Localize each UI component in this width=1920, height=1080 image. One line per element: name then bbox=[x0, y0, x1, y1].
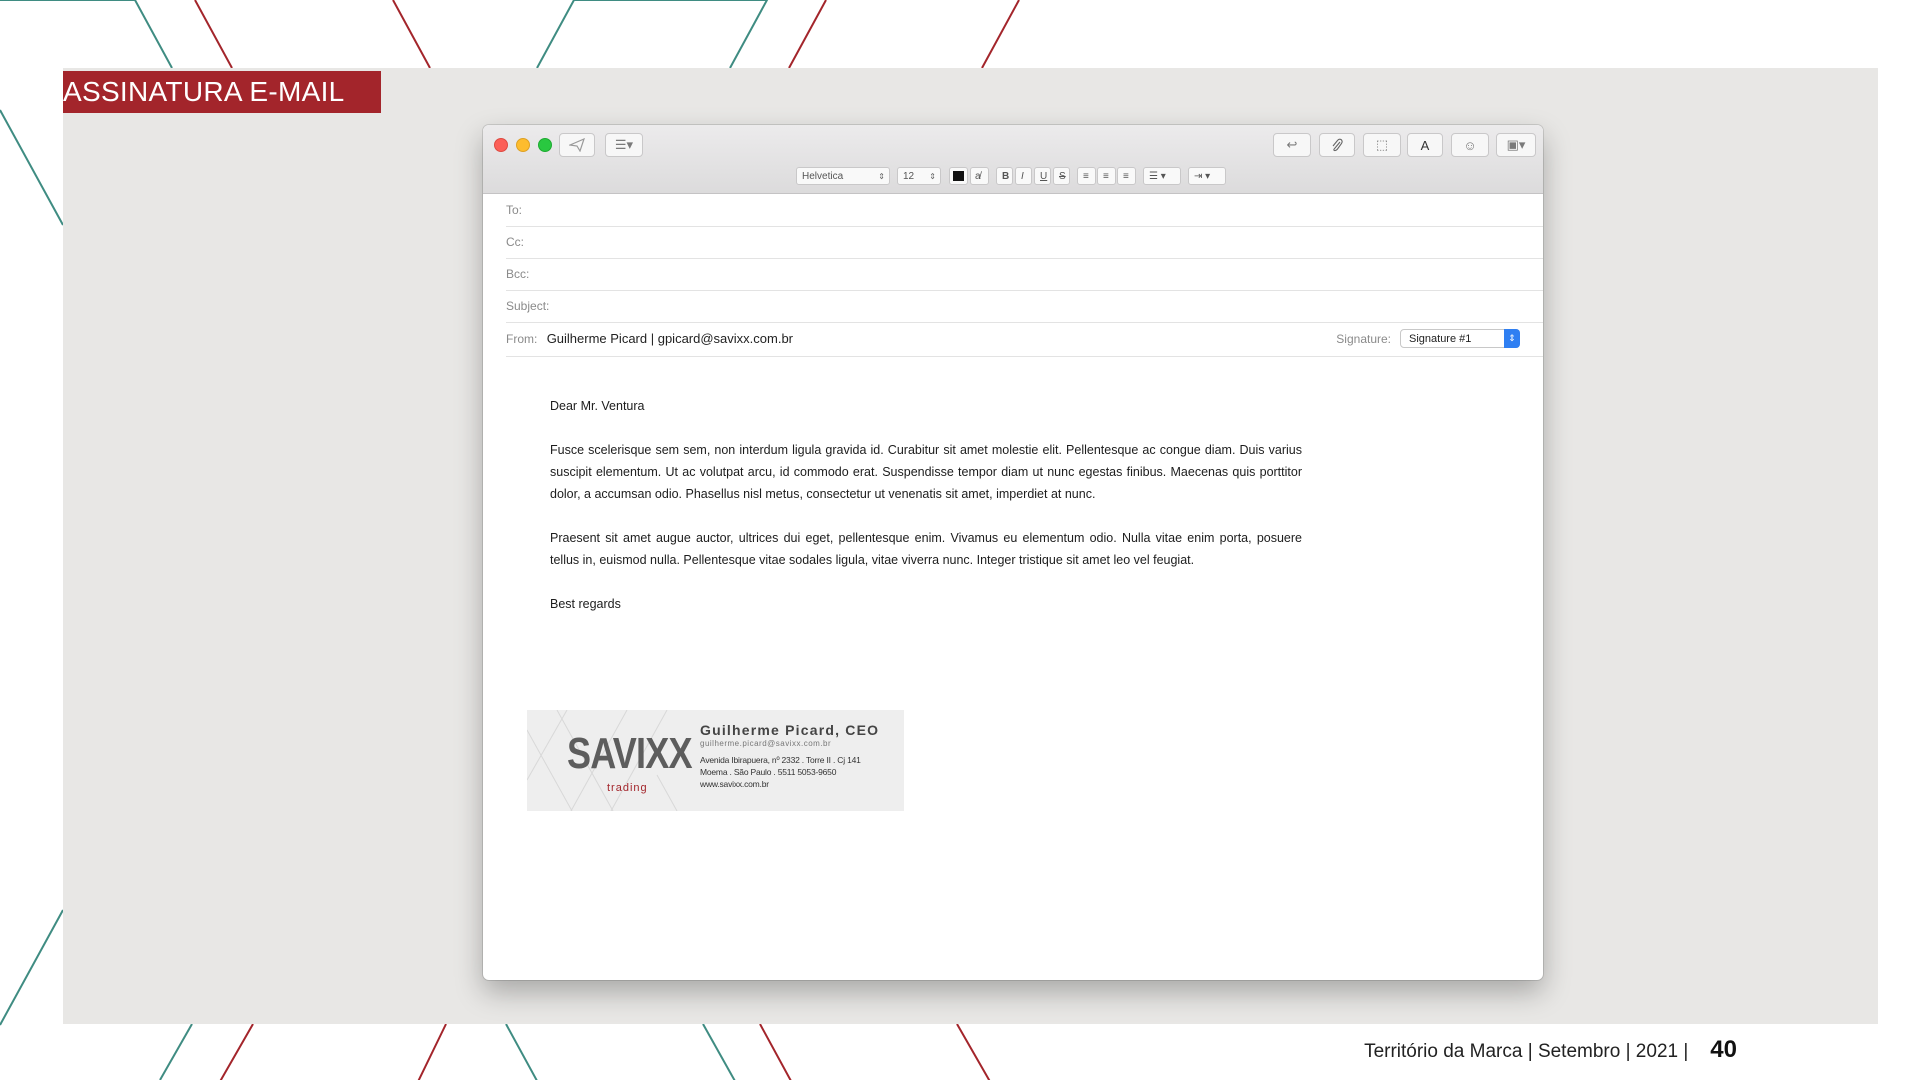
attach-button[interactable] bbox=[1319, 133, 1355, 157]
signature-name: Guilherme Picard, CEO bbox=[700, 722, 880, 738]
deco-line bbox=[0, 0, 172, 68]
page-number: 40 bbox=[1710, 1036, 1737, 1063]
photo-browser-button[interactable] bbox=[1496, 133, 1536, 157]
indent-select[interactable] bbox=[1188, 167, 1226, 185]
underline-button[interactable] bbox=[1034, 167, 1051, 185]
align-left-icon: ≡ bbox=[1083, 170, 1089, 182]
signature-value: Signature #1 bbox=[1409, 333, 1472, 345]
address-line: Moema . São Paulo . 5511 5053-9650 bbox=[700, 767, 837, 777]
bcc-field[interactable] bbox=[506, 258, 1543, 291]
stepper-icon: ⇕ bbox=[929, 171, 936, 181]
signature-address bbox=[700, 754, 879, 790]
cc-label: Cc: bbox=[506, 235, 524, 249]
from-label: From: bbox=[506, 332, 538, 346]
signature-email: guilherme.picard@savixx.com.br bbox=[700, 739, 832, 748]
window-toolbar bbox=[483, 125, 1543, 194]
highlight-icon: a̸ bbox=[975, 170, 981, 182]
message-body[interactable] bbox=[550, 395, 1302, 637]
header-fields-button[interactable] bbox=[605, 133, 643, 157]
from-row bbox=[506, 322, 1543, 357]
indent-icon: ⇥ ▾ bbox=[1194, 170, 1211, 182]
slide-footer bbox=[1364, 1036, 1737, 1064]
underline-icon: U bbox=[1040, 170, 1048, 182]
email-signature bbox=[527, 710, 904, 811]
reply-icon: ↩ bbox=[1286, 137, 1298, 152]
window-controls bbox=[494, 138, 552, 152]
markup-button[interactable] bbox=[1363, 133, 1401, 157]
closing: Best regards bbox=[550, 597, 621, 611]
emoji-button[interactable] bbox=[1451, 133, 1489, 157]
font-size-value: 12 bbox=[903, 170, 915, 182]
subject-field[interactable] bbox=[506, 290, 1543, 323]
font-family-select[interactable] bbox=[796, 167, 890, 185]
from-select[interactable]: Guilherme Picard | gpicard@savixx.com.br bbox=[546, 331, 794, 346]
list-style-select[interactable] bbox=[1143, 167, 1181, 185]
deco-line bbox=[160, 1024, 192, 1080]
savixx-logo bbox=[567, 729, 719, 794]
section-title: ASSINATURA E-MAIL bbox=[63, 71, 381, 113]
color-swatch-icon bbox=[953, 171, 964, 181]
font-icon: A bbox=[1420, 137, 1430, 153]
close-button[interactable] bbox=[494, 138, 508, 152]
markup-icon: ⬚ bbox=[1375, 137, 1389, 152]
stepper-icon: ⇕ bbox=[878, 171, 885, 181]
bulleted-list-icon: ☰ ▾ bbox=[1149, 170, 1166, 182]
strikethrough-icon: S bbox=[1059, 170, 1066, 182]
zoom-button[interactable] bbox=[538, 138, 552, 152]
logo-text: SAVIXX bbox=[567, 729, 692, 778]
send-icon bbox=[569, 138, 585, 152]
deco-line bbox=[982, 0, 1019, 68]
minimize-button[interactable] bbox=[516, 138, 530, 152]
deco-line bbox=[789, 0, 826, 68]
emoji-icon: ☺ bbox=[1463, 137, 1477, 153]
deco-line bbox=[537, 0, 767, 68]
bold-button[interactable] bbox=[996, 167, 1013, 185]
greeting: Dear Mr. Ventura bbox=[550, 399, 645, 413]
highlight-button[interactable] bbox=[970, 167, 989, 185]
deco-line bbox=[214, 1024, 446, 1080]
align-left-button[interactable] bbox=[1077, 167, 1096, 185]
mail-compose-window bbox=[483, 125, 1543, 980]
font-family-value: Helvetica bbox=[802, 170, 844, 182]
deco-line bbox=[506, 1024, 542, 1080]
deco-line bbox=[0, 110, 63, 225]
photo-icon: ▣▾ bbox=[1506, 137, 1526, 152]
align-right-button[interactable] bbox=[1117, 167, 1136, 185]
text-color-button[interactable] bbox=[949, 167, 968, 185]
signature-select[interactable] bbox=[1400, 329, 1520, 348]
subject-label: Subject: bbox=[506, 299, 550, 313]
format-bar bbox=[483, 167, 1543, 187]
body-paragraph: Fusce scelerisque sem sem, non interdum ligula gravida id. Curabitur sit amet molestie elit. Pellentesque ac congue diam. Duis varius suscipit elementum. Ut ac volutpat arcu, id commodo erat. Suspendisse tempor diam ut nunc egestas finibus. Maecenas quis porttitor dolor, a accumsan odio. Phasellus nisl metus, consectetur ut venenatis sit amet, imperdiet at nunc. bbox=[550, 443, 1302, 501]
body-paragraph: Praesent sit amet augue auctor, ultrices dui eget, pellentesque enim. Vivamus eu elementum odio. Nulla vitae enim porta, posuere tellus in, euismod nulla. Pellentesque vitae sodales ligula, vitae viverra nunc. Integer tristique sit amet leo vel feugiat. bbox=[550, 531, 1302, 567]
cc-field[interactable] bbox=[506, 226, 1543, 259]
to-field[interactable] bbox=[506, 194, 1543, 227]
chevron-updown-icon: ⇕ bbox=[1504, 329, 1520, 348]
footer-text: Território da Marca | Setembro | 2021 | bbox=[1364, 1041, 1689, 1062]
logo-subtitle: trading bbox=[607, 782, 648, 794]
to-label: To: bbox=[506, 203, 523, 217]
format-button[interactable] bbox=[1407, 133, 1443, 157]
list-format-icon: ☰▾ bbox=[614, 137, 634, 152]
deco-line bbox=[760, 1024, 996, 1080]
bcc-label: Bcc: bbox=[506, 267, 530, 281]
strikethrough-button[interactable] bbox=[1053, 167, 1070, 185]
website-line: www.savixx.com.br bbox=[700, 779, 769, 789]
deco-line bbox=[195, 0, 232, 68]
address-line: Avenida Ibirapuera, nº 2332 . Torre II . Cj 141 bbox=[700, 755, 861, 765]
signature-label: Signature: bbox=[1336, 332, 1391, 346]
align-center-icon: ≡ bbox=[1103, 170, 1109, 182]
align-right-icon: ≡ bbox=[1123, 170, 1129, 182]
align-center-button[interactable] bbox=[1097, 167, 1116, 185]
signature-info bbox=[700, 722, 879, 790]
bold-icon: B bbox=[1002, 170, 1010, 182]
italic-button[interactable] bbox=[1015, 167, 1032, 185]
italic-icon: I bbox=[1021, 170, 1024, 182]
font-size-select[interactable] bbox=[897, 167, 941, 185]
reply-button[interactable] bbox=[1273, 133, 1311, 157]
send-button[interactable] bbox=[559, 133, 595, 157]
deco-line bbox=[703, 1024, 740, 1080]
deco-line bbox=[393, 0, 430, 68]
attach-icon bbox=[1331, 138, 1343, 152]
deco-line bbox=[0, 910, 63, 1025]
